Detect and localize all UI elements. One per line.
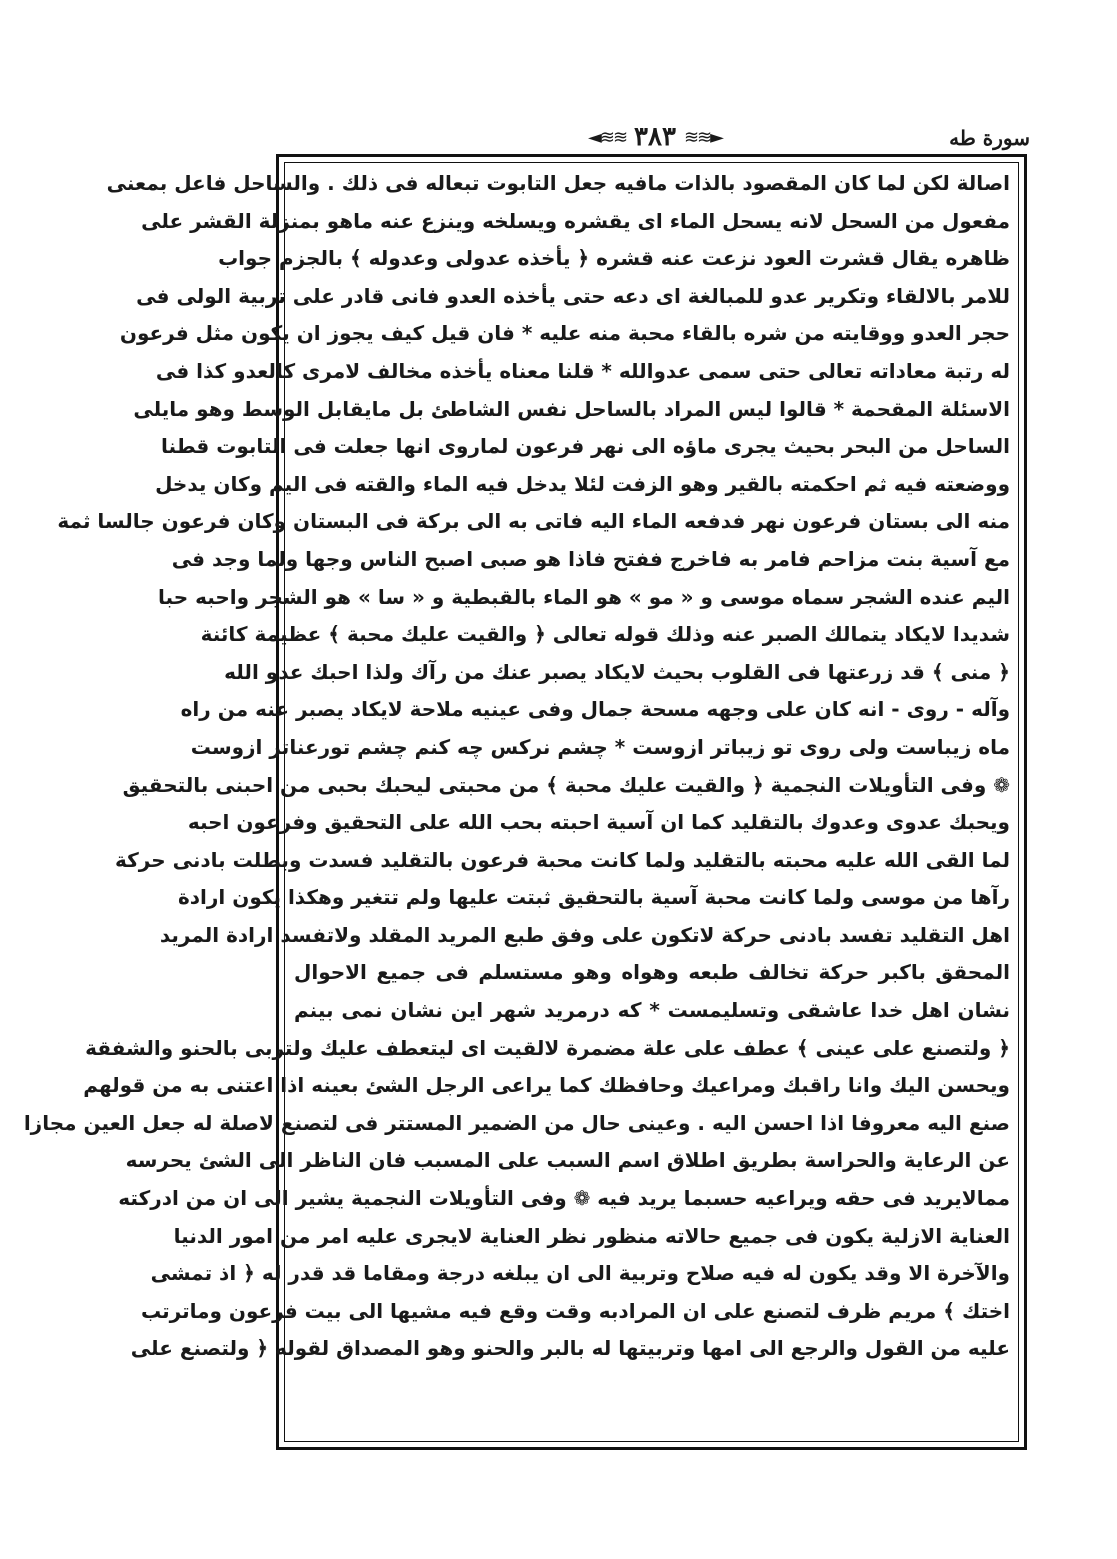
surah-name: سورة طه bbox=[949, 126, 1030, 150]
text-line: اصالة لكن لما كان المقصود بالذات مافيه جعل التابوت تبعاله فى ذلك . والساحل فاعل بمعنى bbox=[106, 171, 1010, 195]
text-body bbox=[23, 165, 1016, 1368]
text-line: ويحبك عدوى وعدوك بالتقليد كما ان آسية احبته بحب الله على التحقيق وفرعون احبه bbox=[187, 810, 1010, 835]
text-line: ❁ وفى التأويلات النجمية ﴿ والقيت عليك محبة ﴾ من محبتى ليحبك بحبى من احبنى بالتحقيق bbox=[122, 772, 1010, 797]
text-line: وآله - روى - انه كان على وجهه مسحة جمال وفى عينيه ملاحة لايكاد يصبر عنه من راه bbox=[180, 697, 1010, 722]
text-line: ووضعته فيه ثم احكمته بالقير وهو الزفت لئلا يدخل فيه الماء والقته فى اليم وكان يدخل bbox=[155, 471, 1010, 496]
text-line: ﴿ منى ﴾ قد زرعتها فى القلوب بحيث لايكاد يصبر عنك من رآك ولذا احبك عدو الله bbox=[224, 659, 1010, 684]
text-line: ﴿ ولتصنع على عينى ﴾ عطف على علة مضمرة لالقيت اى ليتعطف عليك ولتربى بالحنو والشفقة bbox=[85, 1035, 1010, 1060]
text-line: لما القى الله عليه محبته بالتقليد ولما كانت محبة فرعون بالتقليد فسدت وبطلت بادنى حركة bbox=[115, 847, 1010, 872]
text-line: ممالايريد فى حقه ويراعيه حسبما يريد فيه ❁ وفى التأويلات النجمية يشير الى ان من ادركته bbox=[118, 1186, 1010, 1211]
text-line: عليه من القول والرجع الى امها وتربيتها له بالبر والحنو وهو المصداق لقوله ﴿ ولتصنع على bbox=[130, 1336, 1010, 1361]
text-line: نشان اهل خدا عاشقى وتسليمست * كه درمريد شهر اين نشان نمى بينم bbox=[294, 998, 1010, 1023]
text-line: للامر بالالقاء وتكرير عدو للمبالغة اى دعه حتى يأخذه العدو فانى قادر على تربية الولى فى bbox=[136, 283, 1010, 308]
text-line: والآخرة الا وقد يكون له فيه صلاح وتربية الى ان يبلغه درجة ومقاما قد قدر له ﴿ اذ تمشى bbox=[150, 1261, 1010, 1286]
page-number-block bbox=[588, 122, 722, 152]
ornament-right-icon: ≋≋► bbox=[683, 126, 722, 148]
text-line: مفعول من السحل لانه يسحل الماء اى يقشره ويسلخه وينزع عنه ماهو بمنزلة القشر على bbox=[141, 208, 1010, 233]
text-line: ظاهره يقال قشرت العود نزعت عنه قشره ﴿ يأخذه عدولى وعدوله ﴾ بالجزم جواب bbox=[218, 246, 1010, 271]
text-line: اهل التقليد تفسد بادنى حركة لاتكون على وفق طبع المريد المقلد ولاتفسد ارادة المريد bbox=[159, 922, 1010, 947]
text-line: عن الرعاية والحراسة بطريق اطلاق اسم السبب على المسبب فان الناظر الى الشئ يحرسه bbox=[125, 1148, 1010, 1173]
text-line: صنع اليه معروفا اذا احسن اليه . وعينى حال من الضمير المستتر فى لتصنع لاصلة له جعل العين مجازا bbox=[23, 1110, 1010, 1135]
page-number: ٣٨٣ bbox=[634, 122, 676, 152]
text-line: شديدا لايكاد يتمالك الصبر عنه وذلك قوله تعالى ﴿ والقيت عليك محبة ﴾ عظيمة كائنة bbox=[200, 622, 1010, 647]
text-line: مع آسية بنت مزاحم فامر به فاخرج ففتح فاذا هو صبى اصبح الناس وجها ولما وجد فى bbox=[171, 546, 1010, 571]
text-line: ماه زيباست ولى روى تو زيباتر ازوست * چشم نركس چه كنم چشم تورعناتر ازوست bbox=[190, 734, 1010, 759]
text-line: منه الى بستان فرعون نهر فدفعه الماء اليه فاتى به الى بركة فى البستان وكان فرعون جالسا ثمة bbox=[57, 509, 1010, 534]
text-line: له رتبة معاداته تعالى حتى سمى عدوالله * قلنا معناه يأخذه مخالف لامرى كالعدو كذا فى bbox=[155, 358, 1010, 383]
text-line: ويحسن اليك وانا راقبك ومراعيك وحافظك كما يراعى الرجل الشئ بعينه اذا اعتنى به من قولهم bbox=[83, 1073, 1010, 1098]
text-line: اختك ﴾ مريم ظرف لتصنع على ان المرادبه وقت وقع فيه مشيها الى بيت فرعون وماترتب bbox=[140, 1298, 1010, 1323]
page-header bbox=[280, 122, 1030, 156]
text-line: الساحل من البحر بحيث يجرى ماؤه الى نهر فرعون لماروى انها جعلت فى التابوت قطنا bbox=[161, 434, 1010, 459]
text-line: حجر العدو ووقايته من شره بالقاء محبة منه عليه * فان قيل كيف يجوز ان يكون مثل فرعون bbox=[119, 321, 1010, 346]
text-line: رآها من موسى ولما كانت محبة آسية بالتحقيق ثبتت عليها ولم تتغير وهكذا يكون ارادة bbox=[177, 885, 1010, 910]
text-line: اليم عنده الشجر سماه موسى و « مو » هو الماء بالقبطية و « سا » هو الشجر واحبه حبا bbox=[158, 584, 1010, 609]
text-line: الاسئلة المقحمة * قالوا ليس المراد بالساحل نفس الشاطئ بل مايقابل الوسط وهو مايلى bbox=[133, 396, 1010, 421]
text-line: المحقق باكبر حركة تخالف طبعه وهواه وهو مستسلم فى جميع الاحوال bbox=[294, 960, 1010, 985]
text-line: العناية الازلية يكون فى جميع حالاته منظور نظر العناية لايجرى عليه امر من امور الدنيا bbox=[173, 1223, 1010, 1248]
ornament-left-icon: ◄≋≋ bbox=[588, 126, 627, 148]
